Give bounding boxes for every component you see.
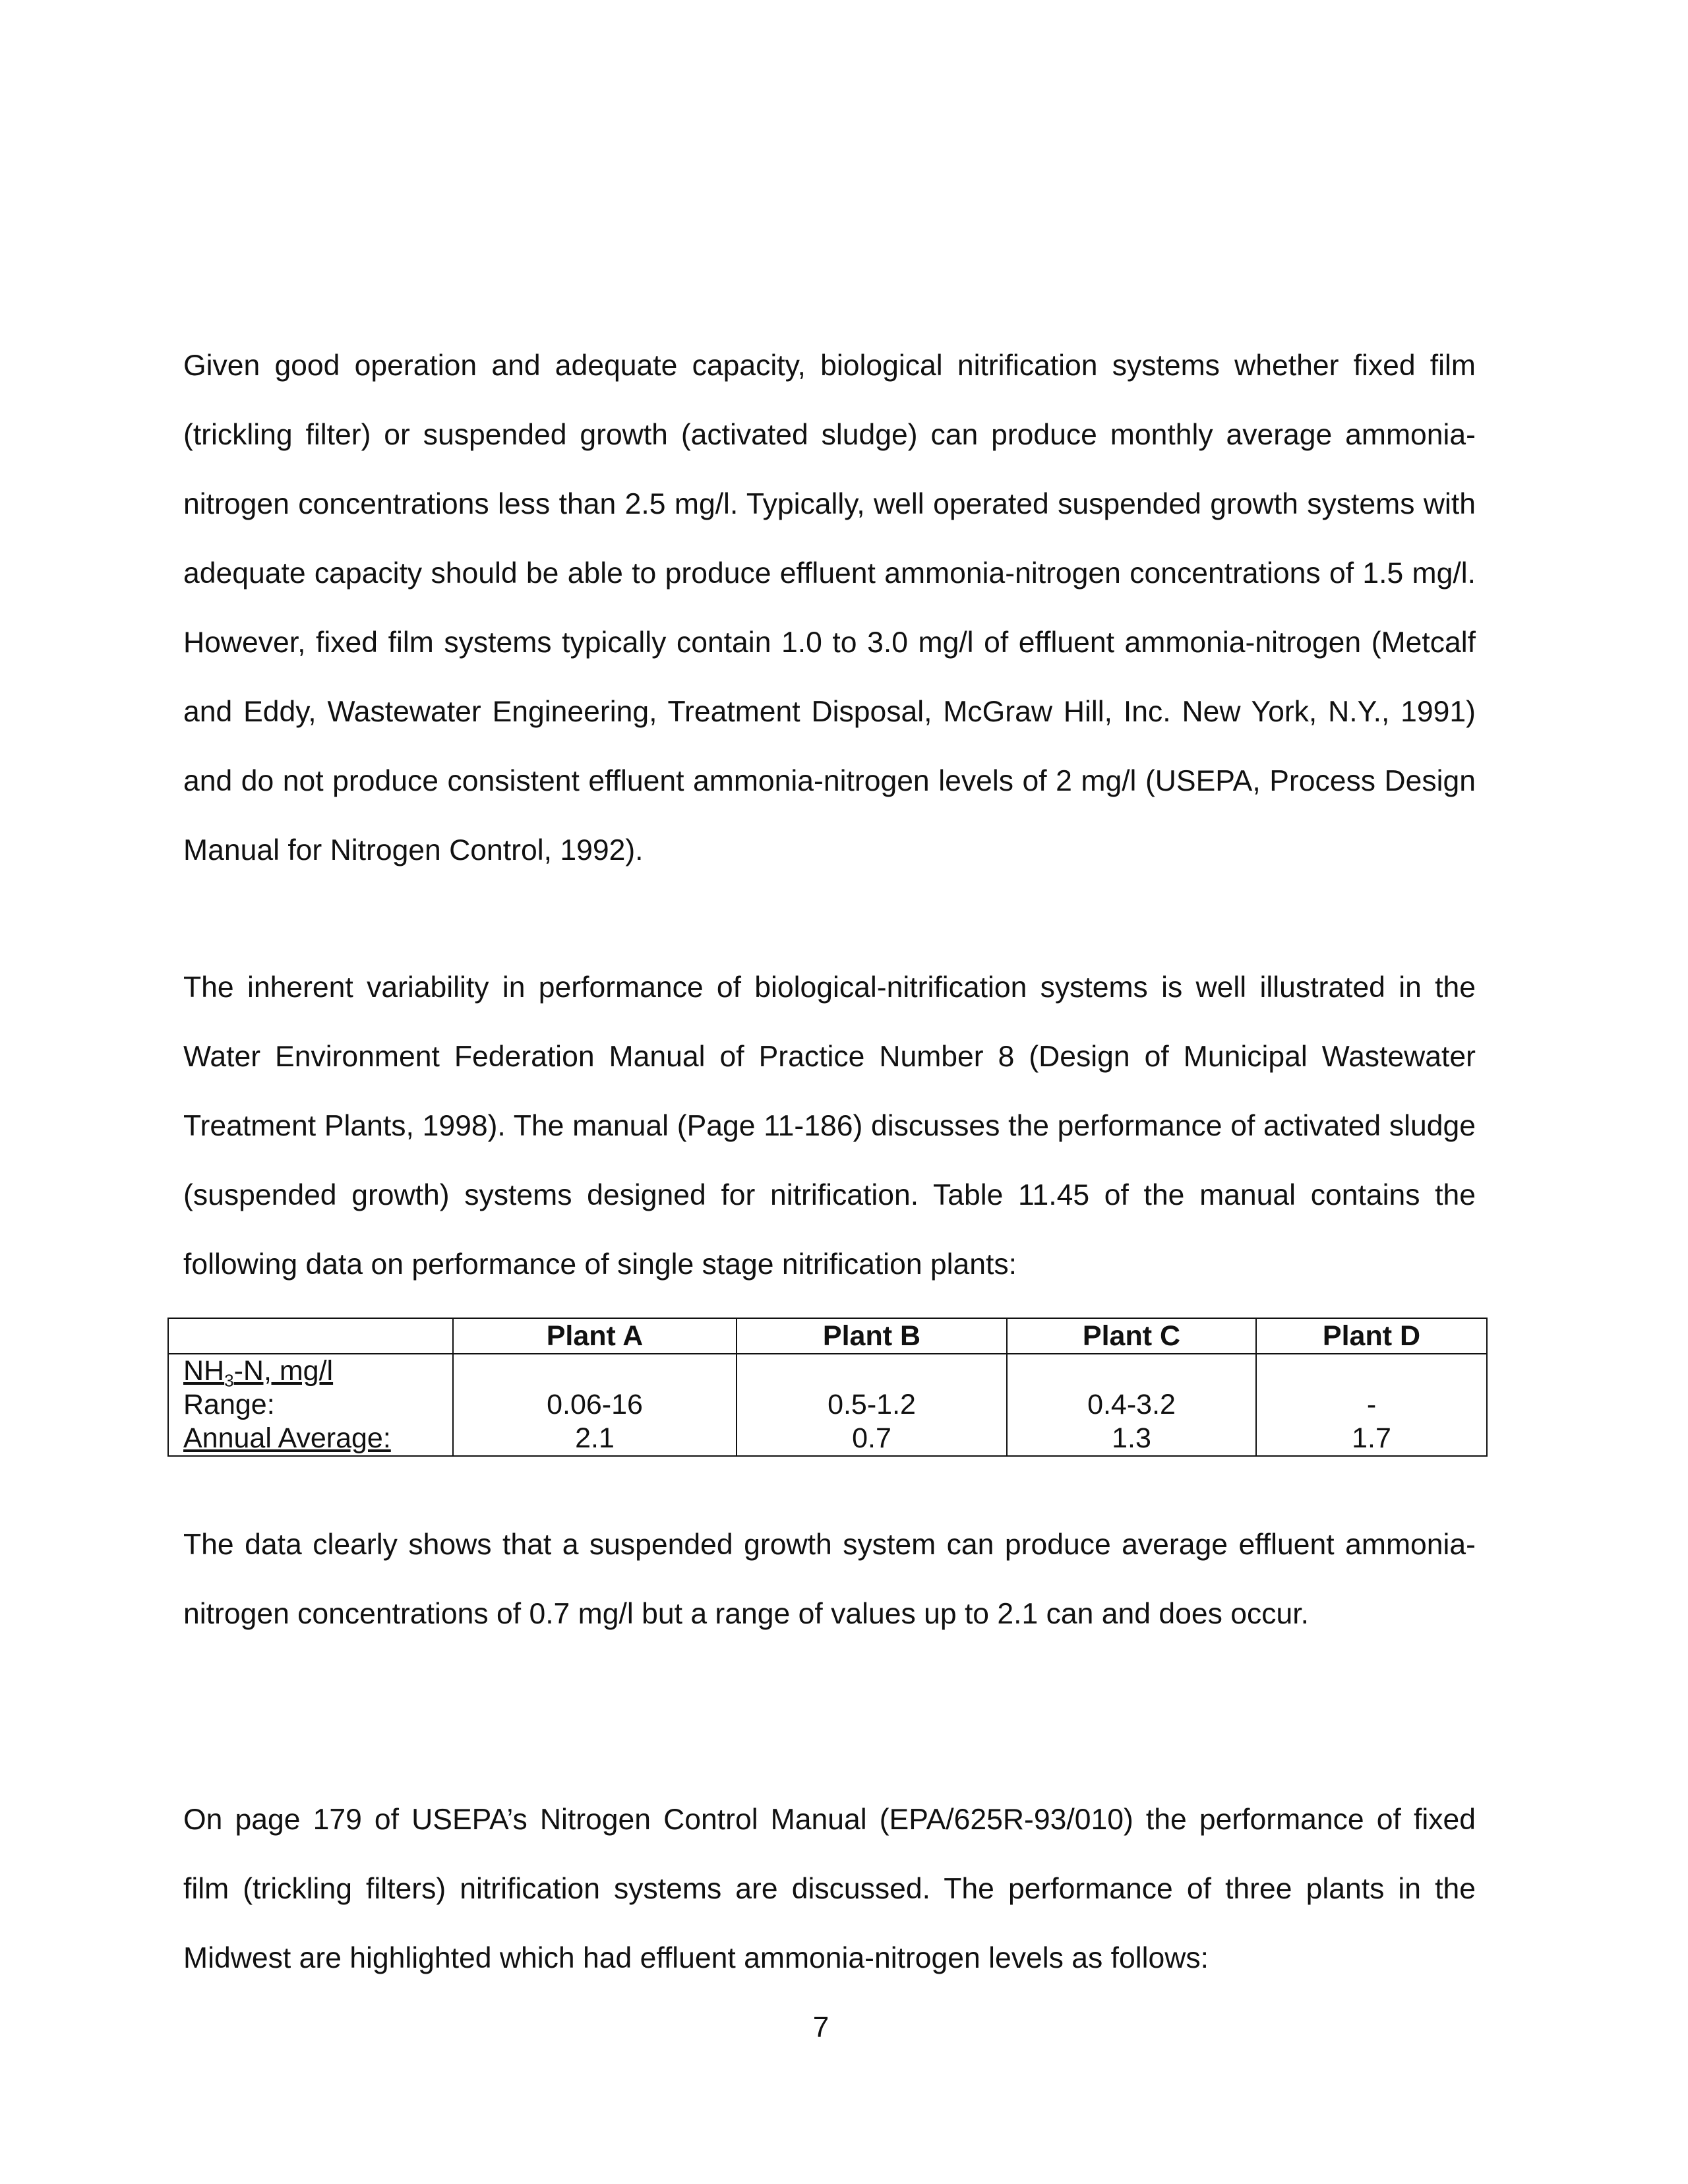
plant-c-values [1007,1354,1256,1456]
plant-d-values [1256,1354,1487,1456]
table-header-plant-b: Plant B [737,1318,1007,1354]
plant-d-average: 1.7 [1352,1422,1391,1454]
plant-c-average: 1.3 [1112,1422,1151,1454]
paragraph-data-conclusion: The data clearly shows that a suspended growth system can produce average effluent ammonia-nitrogen concentrations of 0.7 mg/l but a range of values up to 2.1 can and does occur. [183,1529,1476,1630]
paragraph-usepa-manual: On page 179 of USEPA’s Nitrogen Control Manual (EPA/625R-93/010) the performance of fixed film (trickling filters) nitrification systems are discussed. The performance of three plants in the Midwest are highlighted which had effluent ammonia-nitrogen levels as follows: [183,1804,1476,1974]
plant-a-average: 2.1 [575,1422,615,1454]
table-header-plant-a: Plant A [453,1318,737,1354]
paragraph-nitrification-capacity: Given good operation and adequate capacity, biological nitrification systems whether fixed film (trickling filter) or suspended growth (activated sludge) can produce monthly average ammonia-nitrogen concentrations less than 2.5 mg/l. Typically, well operated suspended growth systems with adequate capacity should be able to produce effluent ammonia-nitrogen concentrations of 1.5 mg/l. However, fixed film systems typically contain 1.0 to 3.0 mg/l of effluent ammonia-nitrogen (Metcalf and Eddy, Wastewater Engineering, Treatment Disposal, McGraw Hill, Inc. New York, N.Y., 1991) and do not produce consistent effluent ammonia-nitrogen levels of 2 mg/l (USEPA, Process Design Manual for Nitrogen Control, 1992). [183,349,1476,866]
table-header-plant-c: Plant C [1007,1318,1256,1354]
plant-b-range: 0.5-1.2 [828,1389,916,1420]
table-header-blank [168,1318,453,1354]
plant-a-values [453,1354,737,1456]
table-header-plant-d: Plant D [1256,1318,1487,1354]
parameter-label: $NH_3-N$, mg/l [183,1355,334,1391]
range-label: Range: [183,1389,275,1420]
table-header-row [168,1318,1487,1354]
row-labels [168,1354,453,1456]
plant-performance-table [167,1318,1488,1457]
plant-c-range: 0.4-3.2 [1087,1389,1176,1420]
annual-average-label: Annual Average: [183,1422,391,1454]
plant-a-range: 0.06-16 [547,1389,643,1420]
plant-d-range: - [1366,1389,1377,1420]
paragraph-variability: The inherent variability in performance of biological-nitrification systems is well illustrated in the Water Environment Federation Manual of Practice Number 8 (Design of Municipal Wastewater Treatment Plants, 1998). The manual (Page 11-186) discusses the performance of activated sludge (suspended growth) systems designed for nitrification. Table 11.45 of the manual contains the following data on performance of single stage nitrification plants: [183,971,1476,1281]
page-number: 7 [812,2011,829,2044]
table-row [168,1354,1487,1456]
plant-b-values [737,1354,1007,1456]
plant-b-average: 0.7 [852,1422,891,1454]
